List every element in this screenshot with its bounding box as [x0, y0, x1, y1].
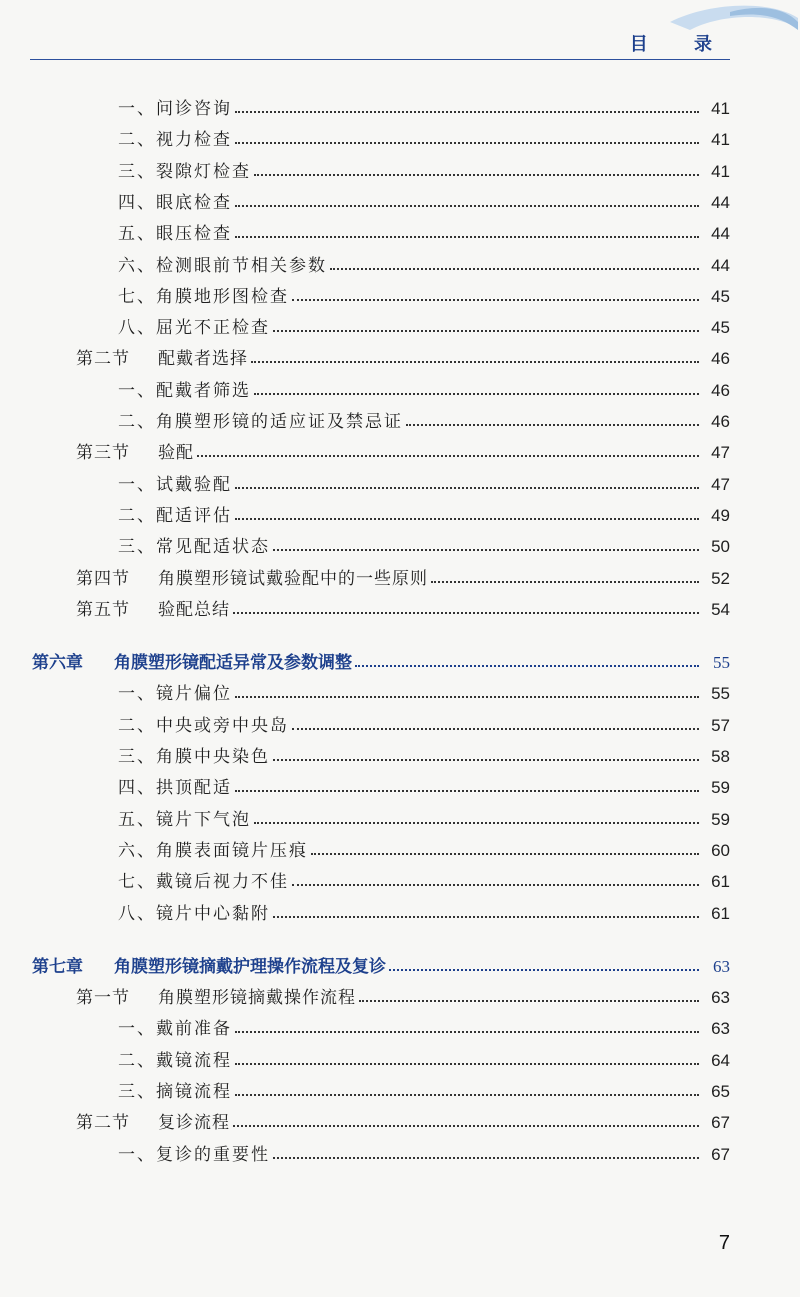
- toc-entry-title: 角膜塑形镜摘戴操作流程: [158, 988, 356, 1009]
- toc-entry-label: [0, 501, 232, 526]
- dot-leader: [389, 968, 699, 971]
- toc-row-inner: [0, 833, 730, 861]
- toc-entry-label: [0, 219, 232, 244]
- toc-row-inner: [0, 154, 730, 182]
- toc-row-inner: [0, 373, 730, 401]
- toc-item-row[interactable]: [0, 279, 800, 307]
- toc-page-number: 49: [711, 505, 730, 525]
- toc-page-number: 63: [711, 1019, 730, 1039]
- toc-row-inner: [0, 185, 730, 213]
- toc-section-row[interactable]: [0, 980, 800, 1008]
- dot-leader: [273, 548, 699, 551]
- toc-row-inner: [0, 279, 730, 307]
- toc-entry-title: 四、拱顶配适: [118, 778, 232, 799]
- dot-leader: [330, 267, 699, 270]
- toc-page-number: 46: [711, 349, 730, 369]
- toc-item-row[interactable]: [0, 896, 800, 924]
- toc-entry-title: 配戴者选择: [158, 349, 248, 370]
- toc-entry-label: [0, 94, 232, 119]
- toc-entry-title: 六、检测眼前节相关参数: [118, 255, 327, 276]
- toc-page-number: 67: [711, 1113, 730, 1133]
- dot-leader: [197, 454, 699, 457]
- toc-entry-title: 复诊流程: [158, 1113, 230, 1134]
- toc-row-inner: [0, 310, 730, 338]
- toc-section-row[interactable]: [0, 1105, 800, 1133]
- toc-entry-title: 二、视力检查: [118, 130, 232, 151]
- dot-leader: [292, 727, 699, 730]
- toc-row-inner: [0, 1105, 730, 1133]
- toc-chapter-row[interactable]: [0, 949, 800, 977]
- toc-page-number: 63: [713, 956, 730, 976]
- toc-entry-label: [0, 532, 270, 557]
- toc-page-number: 59: [711, 778, 730, 798]
- toc-row-inner: [0, 498, 730, 526]
- toc-page-number: 52: [711, 568, 730, 588]
- dot-leader: [355, 664, 699, 667]
- toc-entry-title: 一、戴前准备: [118, 1019, 232, 1040]
- dot-leader: [254, 173, 699, 176]
- toc-item-row[interactable]: [0, 1137, 800, 1165]
- toc-row-inner: [0, 122, 730, 150]
- toc-item-row[interactable]: [0, 802, 800, 830]
- toc-item-row[interactable]: [0, 864, 800, 892]
- toc-item-row[interactable]: [0, 404, 800, 432]
- toc-entry-title: 验配总结: [158, 599, 230, 620]
- toc-entry-title: 验配: [158, 443, 194, 464]
- toc-item-row[interactable]: [0, 154, 800, 182]
- toc-page-number: 47: [711, 474, 730, 494]
- toc-row-inner: [0, 467, 730, 495]
- toc-row-inner: [0, 896, 730, 924]
- toc-entry-label: [0, 376, 251, 401]
- toc-row-inner: [0, 91, 730, 119]
- dot-leader: [251, 360, 699, 363]
- toc-entry-title: 一、镜片偏位: [118, 684, 232, 705]
- toc-entry-title: 角膜塑形镜摘戴护理操作流程及复诊: [114, 956, 386, 977]
- toc-item-row[interactable]: [0, 770, 800, 798]
- toc-entry-label: [0, 1046, 232, 1071]
- toc-page-number: 44: [711, 224, 730, 244]
- toc-entry-label: [0, 952, 386, 977]
- toc-item-row[interactable]: [0, 739, 800, 767]
- toc-entry-title: 二、中央或旁中央岛: [118, 715, 289, 736]
- dot-leader: [235, 789, 699, 792]
- section-number: 第四节: [76, 568, 130, 589]
- dot-leader: [233, 611, 699, 614]
- toc-entry-title: 角膜塑形镜试戴验配中的一些原则: [158, 568, 428, 589]
- section-number: 第五节: [76, 599, 130, 620]
- toc-entry-title: 三、角膜中央染色: [118, 747, 270, 767]
- toc-page-number: 64: [711, 1050, 730, 1070]
- dot-leader: [235, 235, 699, 238]
- toc-row-inner: [0, 561, 730, 589]
- dot-leader: [254, 392, 699, 395]
- toc-row-inner: [0, 341, 730, 369]
- toc-entry-title: 三、摘镜流程: [118, 1082, 232, 1102]
- toc-entry-label: [0, 251, 327, 276]
- toc-row-inner: [0, 708, 730, 736]
- toc-entry-label: [0, 157, 251, 182]
- toc-item-row[interactable]: [0, 498, 800, 526]
- toc-row-inner: [0, 645, 730, 673]
- toc-entry-title: 角膜塑形镜配适异常及参数调整: [114, 653, 352, 674]
- toc-section-row[interactable]: [0, 592, 800, 620]
- toc-item-row[interactable]: [0, 373, 800, 401]
- toc-item-row[interactable]: [0, 1074, 800, 1102]
- toc-row-inner: [0, 949, 730, 977]
- header-divider: [30, 59, 730, 60]
- dot-leader: [254, 821, 699, 824]
- toc-page-number: 67: [711, 1144, 730, 1164]
- toc-page-number: 61: [711, 903, 730, 923]
- dot-leader: [233, 1124, 699, 1127]
- toc-page-number: 45: [711, 318, 730, 338]
- toc-entry-title: 四、眼底检查: [118, 192, 232, 213]
- toc-entry-label: [0, 438, 194, 463]
- toc-page-number: 41: [711, 161, 730, 181]
- dot-leader: [235, 695, 699, 698]
- toc-entry-title: 二、角膜塑形镜的适应证及禁忌证: [118, 412, 403, 432]
- dot-leader: [235, 110, 699, 113]
- toc-entry-label: [0, 407, 403, 432]
- toc-page-number: 63: [711, 988, 730, 1008]
- toc-row-inner: [0, 404, 730, 432]
- toc-item-row[interactable]: [0, 122, 800, 150]
- toc-entry-label: [0, 899, 270, 924]
- toc-page-number: 58: [711, 747, 730, 766]
- toc-entry-title: 一、问诊咨询: [118, 99, 232, 119]
- toc-entry-title: 五、眼压检查: [118, 224, 232, 245]
- toc-chapter-row[interactable]: [0, 645, 800, 673]
- dot-leader: [235, 141, 699, 144]
- toc-page-number: 41: [711, 130, 730, 150]
- toc-entry-title: 二、戴镜流程: [118, 1050, 232, 1071]
- toc-item-row[interactable]: [0, 216, 800, 244]
- page-number: 7: [718, 1232, 730, 1254]
- toc-entry-label: [0, 1014, 232, 1039]
- toc-page-number: 50: [711, 537, 730, 557]
- toc-entry-label: [0, 867, 289, 892]
- toc-item-row[interactable]: [0, 467, 800, 495]
- toc-entry-title: 八、镜片中心黏附: [118, 903, 270, 924]
- toc-entry-label: [0, 313, 270, 338]
- toc-page-number: 47: [711, 443, 730, 463]
- page-title: 目 录: [629, 34, 732, 55]
- dot-leader: [406, 423, 699, 426]
- toc-page-number: 60: [711, 840, 730, 860]
- toc-entry-title: 八、屈光不正检查: [118, 318, 270, 339]
- dot-leader: [311, 852, 699, 855]
- toc-row-inner: [0, 864, 730, 892]
- toc-page-number: 61: [711, 872, 730, 892]
- toc-entry-title: 一、复诊的重要性: [118, 1144, 270, 1165]
- toc-entry-label: [0, 188, 232, 213]
- toc-page-number: 41: [711, 99, 730, 118]
- toc-row-inner: [0, 676, 730, 704]
- toc-section-row[interactable]: [0, 435, 800, 463]
- section-number: 第二节: [76, 349, 130, 370]
- toc-page-number: 44: [711, 255, 730, 275]
- dot-leader: [273, 915, 699, 918]
- toc-entry-label: [0, 470, 232, 495]
- toc-entry-label: [0, 282, 289, 307]
- page-header: [0, 0, 800, 60]
- toc-row-inner: [0, 1011, 730, 1039]
- toc-row-inner: [0, 1137, 730, 1165]
- toc-entry-label: [0, 564, 428, 589]
- toc-entry-label: [0, 983, 356, 1008]
- toc-row-inner: [0, 592, 730, 620]
- toc-row-inner: [0, 529, 730, 557]
- section-number: 第二节: [76, 1113, 130, 1134]
- chapter-number: 第七章: [32, 956, 83, 977]
- toc-page-number: 55: [713, 653, 730, 673]
- toc-entry-label: [0, 1108, 230, 1133]
- dot-leader: [292, 298, 699, 301]
- toc-section-row[interactable]: [0, 561, 800, 589]
- toc-entry-label: [0, 679, 232, 704]
- toc-entry-label: [0, 836, 308, 861]
- toc-item-row[interactable]: [0, 185, 800, 213]
- toc-entry-label: [0, 805, 251, 830]
- toc-item-row[interactable]: [0, 529, 800, 557]
- toc-entry-title: 五、镜片下气泡: [118, 809, 251, 830]
- toc-entry-label: [0, 1077, 232, 1102]
- toc-row-inner: [0, 980, 730, 1008]
- chapter-number: 第六章: [32, 653, 83, 674]
- toc-page-number: 59: [711, 809, 730, 829]
- toc-item-row[interactable]: [0, 708, 800, 736]
- toc-entry-title: 六、角膜表面镜片压痕: [118, 840, 308, 861]
- toc-entry-label: [0, 711, 289, 736]
- toc-row-inner: [0, 435, 730, 463]
- toc-page-number: 54: [711, 599, 730, 619]
- toc-entry-label: [0, 648, 352, 673]
- toc-page-number: 45: [711, 286, 730, 306]
- toc-row-inner: [0, 802, 730, 830]
- dot-leader: [273, 1156, 699, 1159]
- dot-leader: [235, 1062, 699, 1065]
- toc-entry-label: [0, 773, 232, 798]
- toc-entry-title: 二、配适评估: [118, 505, 232, 526]
- dot-leader: [235, 1030, 699, 1033]
- toc-page-number: 44: [711, 192, 730, 212]
- toc-item-row[interactable]: [0, 833, 800, 861]
- dot-leader: [235, 204, 699, 207]
- toc-item-row[interactable]: [0, 1011, 800, 1039]
- toc-row-inner: [0, 216, 730, 244]
- toc-row-inner: [0, 1043, 730, 1071]
- dot-leader: [273, 758, 699, 761]
- toc-item-row[interactable]: [0, 248, 800, 276]
- toc-entry-label: [0, 344, 248, 369]
- dot-leader: [235, 486, 699, 489]
- toc-item-row[interactable]: [0, 676, 800, 704]
- toc-page-number: 57: [711, 715, 730, 735]
- section-number: 第一节: [76, 988, 130, 1009]
- section-number: 第三节: [76, 443, 130, 464]
- toc-entry-label: [0, 125, 232, 150]
- toc-section-row[interactable]: [0, 341, 800, 369]
- toc-page-number: 46: [711, 412, 730, 431]
- toc-entry-title: 七、戴镜后视力不佳: [118, 872, 289, 893]
- toc-entry-title: 一、试戴验配: [118, 474, 232, 495]
- toc-page-number: 65: [711, 1082, 730, 1101]
- toc-item-row[interactable]: [0, 310, 800, 338]
- dot-leader: [359, 999, 699, 1002]
- toc-entry-title: 三、裂隙灯检查: [118, 161, 251, 182]
- dot-leader: [292, 883, 699, 886]
- toc-entry-label: [0, 742, 270, 767]
- toc-row-inner: [0, 1074, 730, 1102]
- toc-row-inner: [0, 770, 730, 798]
- toc-row-inner: [0, 248, 730, 276]
- toc-entry-label: [0, 1140, 270, 1165]
- dot-leader: [273, 329, 699, 332]
- toc-item-row[interactable]: [0, 1043, 800, 1071]
- dot-leader: [235, 517, 699, 520]
- toc-row-inner: [0, 739, 730, 767]
- toc-entry-title: 一、配戴者筛选: [118, 380, 251, 401]
- toc-entry-label: [0, 595, 230, 620]
- toc-entry-title: 七、角膜地形图检查: [118, 286, 289, 307]
- dot-leader: [235, 1093, 699, 1096]
- toc-page-number: 55: [711, 684, 730, 704]
- dot-leader: [431, 580, 699, 583]
- toc-page-number: 46: [711, 380, 730, 400]
- toc-item-row[interactable]: [0, 91, 800, 119]
- toc-entry-title: 三、常见配适状态: [118, 537, 270, 558]
